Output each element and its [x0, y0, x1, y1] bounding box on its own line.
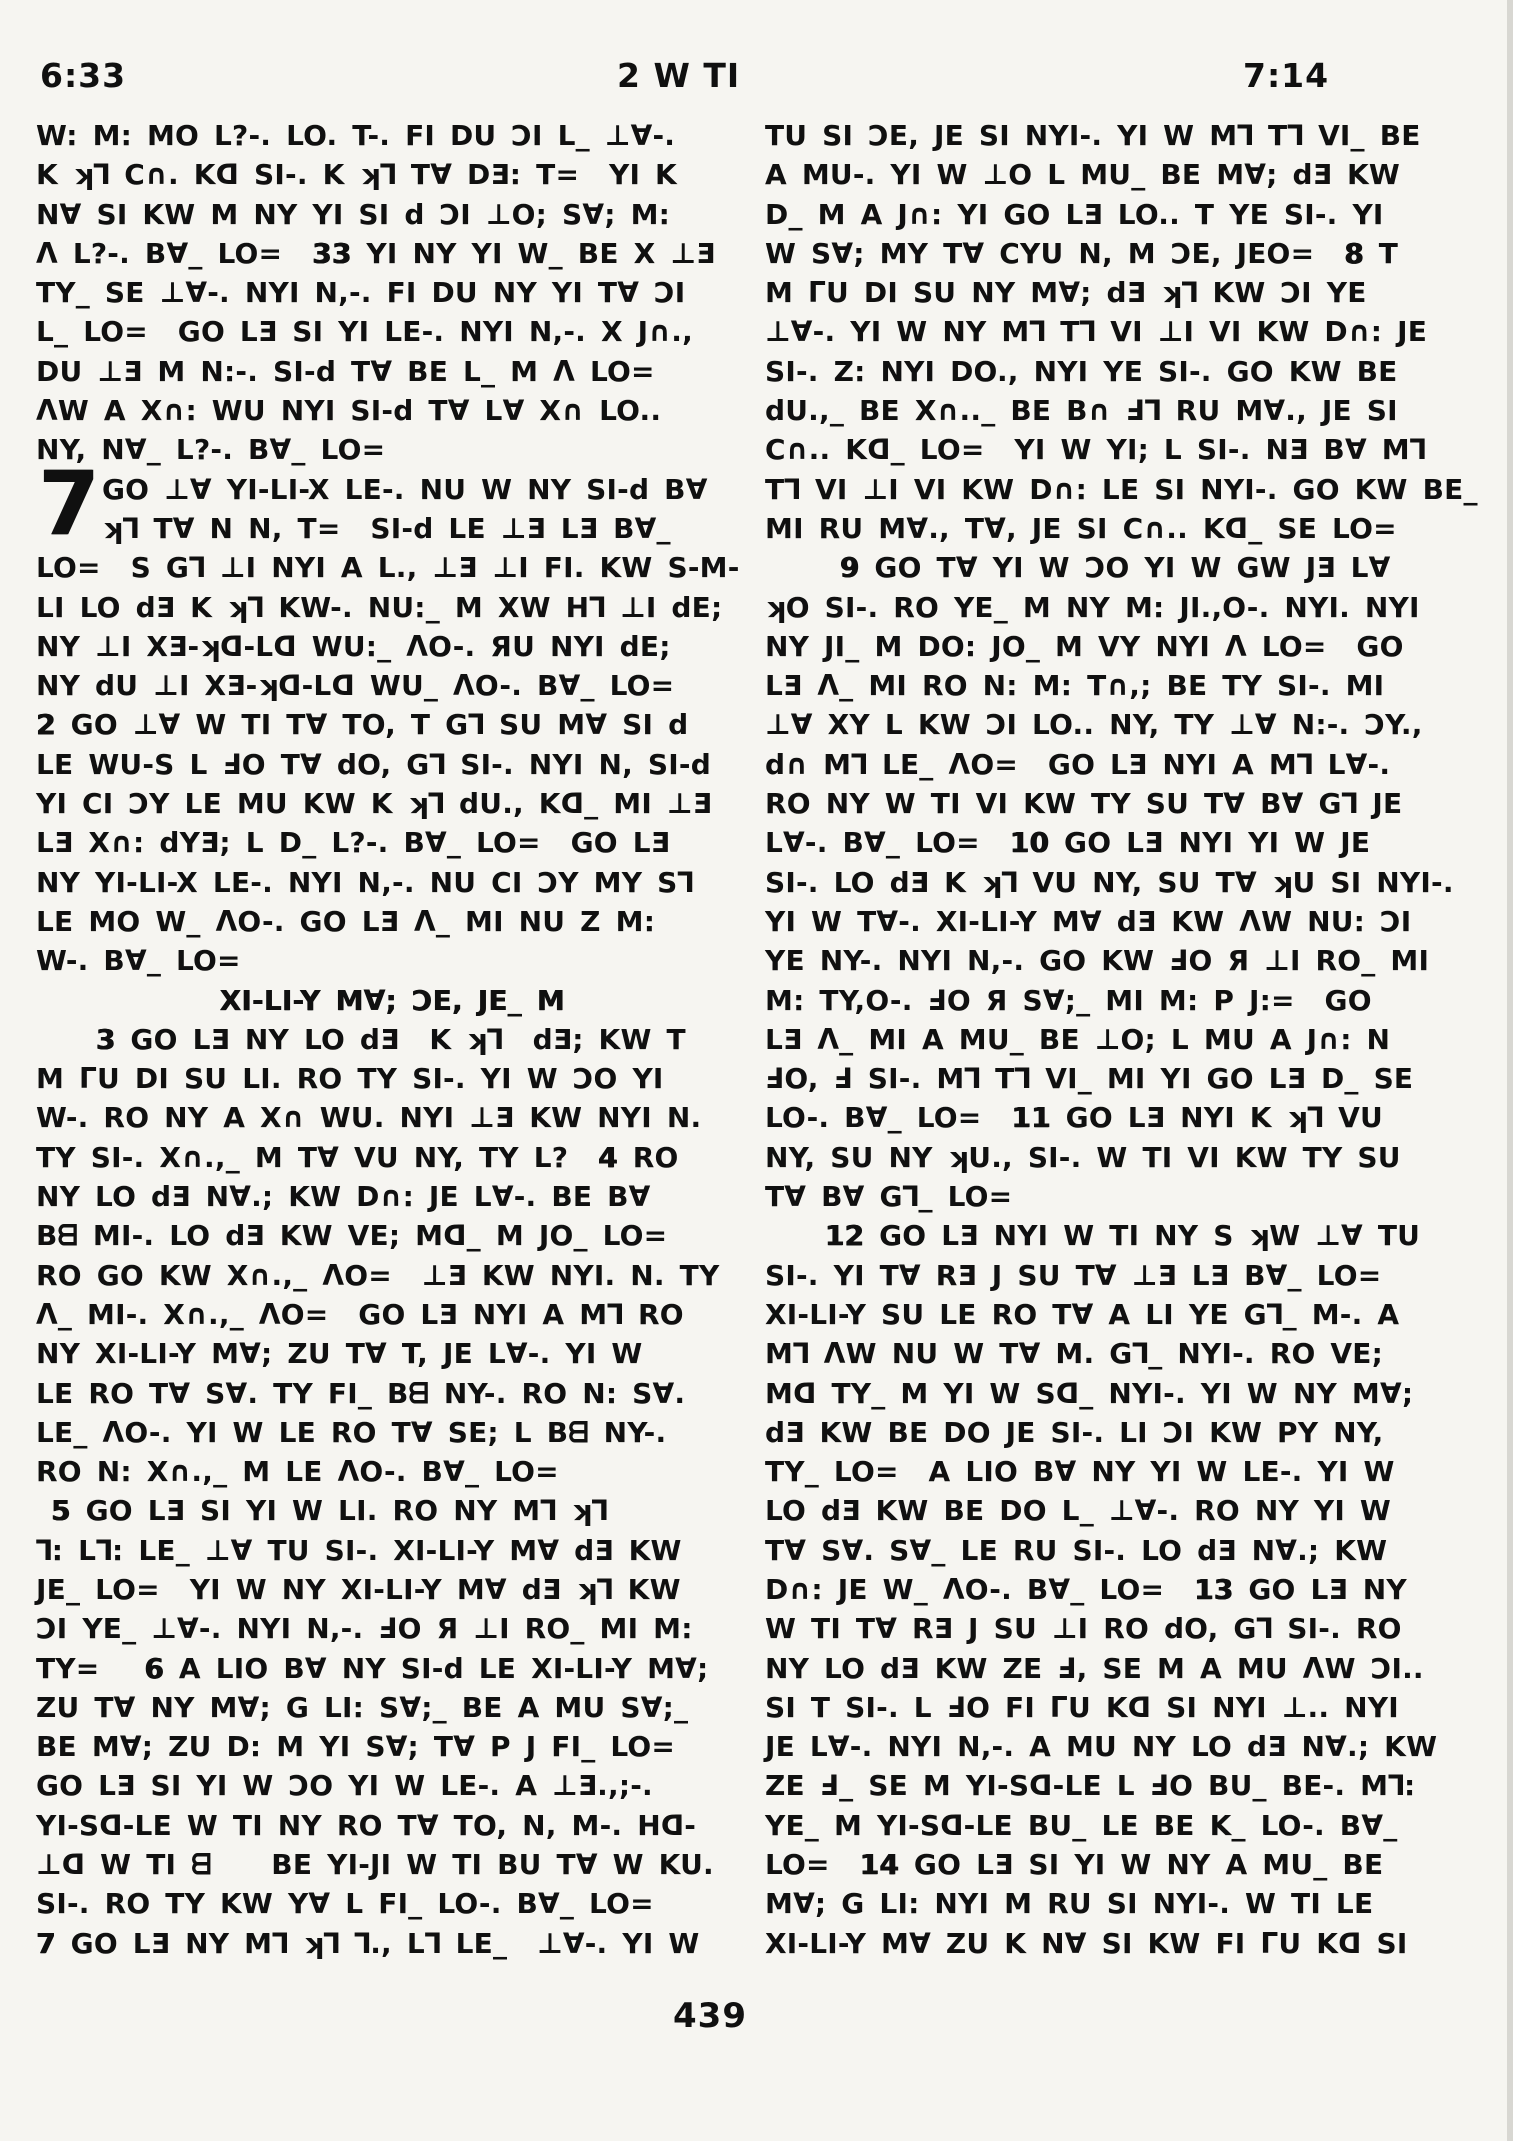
text-line: LO= 14 GO LƎ SI YI W NY A MU_ BE: [765, 1848, 1384, 1882]
header-right-reference: 7:14: [1243, 56, 1330, 95]
text-line: T∀ S∀. S∀_ LE RU SI-. LO dƎ N∀.; KW: [765, 1533, 1388, 1567]
text-line: RO NY W TI VI KW TY SU T∀ B∀ G⅂ JE: [765, 787, 1403, 821]
text-line: LO= S G⅂ ⊥I NYI A L., ⊥Ǝ ⊥I FI. KW S-M-: [36, 551, 740, 585]
text-line: LO-. B∀_ LO= 11 GO LƎ NYI K ʞ⅂ VU: [765, 1101, 1383, 1135]
text-line: W-. RO NY A X∩ WU. NYI ⊥Ǝ KW NYI N.: [36, 1101, 702, 1135]
text-line: 9 GO T∀ YI W ƆO YI W GW JƎ L∀: [839, 551, 1391, 585]
text-line: LO dƎ KW BE DO L_ ⊥∀-. RO NY YI W: [765, 1494, 1392, 1528]
text-line: dU.,_ BE X∩.._ BE B∩ Ⅎ⅂ RU M∀., JE SI: [765, 394, 1398, 428]
text-line: NY JI_ M DO: JO_ M VY NYI Λ LO= GO: [765, 629, 1404, 663]
text-line: M ΓU DI SU NY M∀; dƎ ʞ⅂ KW ƆI YE: [765, 276, 1367, 310]
text-line: JE L∀-. NYI N,-. A MU NY LO dƎ N∀.; KW: [765, 1730, 1438, 1764]
text-line: NY, SU NY ʞU., SI-. W TI VI KW TY SU: [765, 1140, 1401, 1174]
text-line: TY SI-. X∩.,_ M T∀ VU NY, TY L? 4 RO: [36, 1140, 679, 1174]
text-line: L_ LO= GO LƎ SI YI LE-. NYI N,-. X J∩.,: [36, 315, 693, 349]
text-line: TU SI ƆE, JE SI NYI-. YI W M⅂ T⅂ VI_ BE: [765, 119, 1421, 152]
text-line: YE_ M YI-Sᗡ-LE BU_ LE BE K_ LO-. B∀_: [765, 1808, 1398, 1842]
text-line: K ʞ⅂ C∩. Kᗡ SI-. K ʞ⅂ T∀ DƎ: T= YI K: [36, 158, 677, 192]
text-line: NY YI-LI-X LE-. NYI N,-. NU CI ƆY MY S⅂: [36, 865, 694, 899]
text-line: T⅂ VI ⊥I VI KW D∩: LE SI NYI-. GO KW BE_: [765, 472, 1478, 506]
section-heading: XI-LI-Y M∀; ƆE, JE_ M: [219, 983, 565, 1017]
left-column: [36, 116, 748, 1963]
text-line: YI W T∀-. XI-LI-Y M∀ dƎ KW ΛW NU: ƆI: [765, 904, 1412, 938]
text-line: M∀; G LI: NYI M RU SI NYI-. W TI LE: [765, 1887, 1374, 1921]
text-line: SI-. YI T∀ RƎ J SU T∀ ⊥Ǝ LƎ B∀_ LO=: [765, 1258, 1382, 1292]
text-line: SI-. Z: NYI DO., NYI YE SI-. GO KW BE: [765, 354, 1398, 388]
text-line: LE WU-S L ℲO T∀ dO, G⅂ SI-. NYI N, SI-d: [36, 747, 711, 781]
text-line: YE NY-. NYI N,-. GO KW ℲO Я ⊥I RO_ MI: [765, 944, 1430, 978]
verse-number: 3: [95, 1022, 116, 1056]
text-line: LƎ X∩: dYƎ; L D_ L?-. B∀_ LO= GO LƎ: [36, 826, 671, 860]
text-line: MI RU M∀., T∀, JE SI C∩.. Kᗡ_ SE LO=: [765, 511, 1397, 545]
text-line: NY ⊥I XƎ-ʞᗡ-Lᗡ WU:_ ΛO-. ЯU NYI dE;: [36, 629, 671, 663]
verse-number: 14: [859, 1848, 899, 1882]
text-line: ⊥∀-. YI W NY M⅂ T⅂ VI ⊥I VI KW D∩: JE: [765, 315, 1428, 349]
text-line: D∩: JE W_ ΛO-. B∀_ LO= 13 GO LƎ NY: [765, 1572, 1407, 1606]
text-line: W S∀; MY T∀ CYU N, M ƆE, JEO= 8 T: [765, 236, 1399, 270]
text-line: NY, N∀_ L?-. B∀_ LO=: [36, 433, 386, 467]
text-line: NY LO dƎ N∀.; KW D∩: JE L∀-. BE B∀: [36, 1180, 651, 1214]
text-line: XI-LI-Y M∀ ZU K N∀ SI KW FI ΓU Kᗡ SI: [765, 1926, 1408, 1960]
text-line: Bᗺ MI-. LO dƎ KW VE; Mᗡ_ M JO_ LO=: [36, 1219, 668, 1253]
verse-number: 5: [50, 1494, 71, 1528]
text-line: ʞ⅂ T∀ N N, T= SI-d LE ⊥Ǝ LƎ B∀_: [102, 511, 671, 545]
text-line: LE_ ΛO-. YI W LE RO T∀ SE; L Bᗺ NY-.: [36, 1415, 667, 1449]
text-line: Mᗡ TY_ M YI W Sᗡ_ NYI-. YI W NY M∀;: [765, 1376, 1414, 1410]
chapter-number-dropcap: 7: [38, 451, 100, 555]
text-line: L∀-. B∀_ LO= 10 GO LƎ NYI YI W JE: [765, 826, 1371, 860]
text-line: GO LƎ SI YI W ƆO YI W LE-. A ⊥Ǝ.,;-.: [36, 1769, 653, 1803]
text-line: ⅂: L⅂: LE_ ⊥∀ TU SI-. XI-LI-Y M∀ dƎ KW: [36, 1533, 682, 1567]
text-line: TY= 6 A LIO B∀ NY SI-d LE XI-LI-Y M∀;: [36, 1651, 709, 1685]
text-line: YI-Sᗡ-LE W TI NY RO T∀ TO, N, M-. Hᗡ-: [36, 1808, 697, 1842]
verse-number: 10: [1009, 826, 1050, 860]
text-line: JE_ LO= YI W NY XI-LI-Y M∀ dƎ ʞ⅂ KW: [36, 1572, 681, 1606]
text-line: M ΓU DI SU LI. RO TY SI-. YI W ƆO YI: [36, 1062, 664, 1096]
text-line: 7 GO LƎ NY M⅂ ʞ⅂ ⅂., L⅂ LE_ ⊥∀-. YI W: [36, 1926, 700, 1960]
text-line: 2 GO ⊥∀ W TI T∀ TO, T G⅂ SU M∀ SI d: [36, 708, 689, 742]
verse-number: 4: [598, 1140, 618, 1174]
text-line: ⊥∀ XY L KW ƆI LO.. NY, TY ⊥∀ N:-. ƆY.,: [765, 708, 1423, 742]
two-column-text-body: [36, 116, 1484, 1963]
verse-number: 6: [144, 1651, 164, 1685]
verse-number: 9: [839, 551, 860, 585]
text-line: SI T SI-. L ℲO FI ΓU Kᗡ SI NYI ⊥.. NYI: [765, 1690, 1399, 1724]
text-line: ℲO, Ⅎ SI-. M⅂ T⅂ VI_ MI YI GO LƎ D_ SE: [765, 1062, 1414, 1096]
verse-number: 2: [36, 708, 56, 742]
text-line: d∩ M⅂ LE_ ΛO= GO LƎ NYI A M⅂ L∀-.: [765, 747, 1391, 781]
text-line: C∩.. Kᗡ_ LO= YI W YI; L SI-. NƎ B∀ M⅂: [765, 433, 1426, 467]
text-line: W TI T∀ RƎ J SU ⊥I RO dO, G⅂ SI-. RO: [765, 1612, 1402, 1646]
text-line: XI-LI-Y SU LE RO T∀ A LI YE G⅂_ M-. A: [765, 1297, 1400, 1331]
text-line: M⅂ ΛW NU W T∀ M. G⅂_ NYI-. RO VE;: [765, 1337, 1383, 1371]
scan-edge-shadow: [1507, 0, 1513, 2141]
text-line: LE MO W_ ΛO-. GO LƎ Λ_ MI NU Z M:: [36, 904, 656, 938]
text-line: LE RO T∀ S∀. TY FI_ Bᗺ NY-. RO N: S∀.: [36, 1376, 686, 1410]
text-line: NY LO dƎ KW ZE Ⅎ, SE M A MU ΛW ƆI..: [765, 1651, 1424, 1685]
verse-number: 12: [824, 1219, 865, 1253]
text-line: ZE Ⅎ_ SE M YI-Sᗡ-LE L ℲO BU_ BE-. M⅂:: [765, 1769, 1416, 1803]
text-line: 3 GO LƎ NY LO dƎ K ʞ⅂ dƎ; KW T: [95, 1022, 686, 1056]
text-line: A MU-. YI W ⊥O L MU_ BE M∀; dƎ KW: [765, 158, 1400, 192]
text-line: W: M: MO L?-. LO. T-. FI DU ƆI L_ ⊥∀-.: [36, 119, 676, 152]
text-line: Λ L?-. B∀_ LO= 33 YI NY YI W_ BE X ⊥Ǝ: [36, 236, 716, 270]
right-column: [765, 116, 1484, 1963]
text-line: D_ M A J∩: YI GO LƎ LO.. T YE SI-. YI: [765, 197, 1384, 231]
text-line: ƆI YE_ ⊥∀-. NYI N,-. ℲO Я ⊥I RO_ MI M:: [36, 1612, 693, 1646]
text-line: LƎ Λ_ MI A MU_ BE ⊥O; L MU A J∩: N: [765, 1022, 1391, 1056]
text-line: dƎ KW BE DO JE SI-. LI ƆI KW PY NY,: [765, 1415, 1384, 1449]
text-line: NY XI-LI-Y M∀; ZU T∀ T, JE L∀-. YI W: [36, 1337, 643, 1371]
verse-number: 13: [1194, 1572, 1234, 1606]
text-line: SI-. RO TY KW Y∀ L FI_ LO-. B∀_ LO=: [36, 1887, 654, 1921]
text-line: TY_ LO= A LIO B∀ NY YI W LE-. YI W: [765, 1455, 1395, 1489]
text-line: ZU T∀ NY M∀; G LI: S∀;_ BE A MU S∀;_: [36, 1690, 689, 1724]
text-line: RO GO KW X∩.,_ ΛO= ⊥Ǝ KW NYI. N. TY: [36, 1258, 720, 1292]
verse-number: 7: [36, 1926, 56, 1960]
text-line: W-. B∀_ LO=: [36, 944, 241, 978]
text-line: N∀ SI KW M NY YI SI d ƆI ⊥O; S∀; M:: [36, 197, 671, 231]
text-line: GO ⊥∀ YI-LI-X LE-. NU W NY SI-d B∀: [102, 472, 708, 506]
text-line: 12 GO LƎ NYI W TI NY S ʞW ⊥∀ TU: [824, 1219, 1421, 1253]
verse-number: 33: [312, 236, 352, 270]
text-line: RO N: X∩.,_ M LE ΛO-. B∀_ LO=: [36, 1455, 559, 1489]
text-line: BE M∀; ZU D: M YI S∀; T∀ P J FI_ LO=: [36, 1730, 676, 1764]
text-line: LƎ Λ_ MI RO N: M: T∩,; BE TY SI-. MI: [765, 669, 1385, 703]
text-line: ⊥ᗡ W TI ᗺ BE YI-JI W TI BU T∀ W KU.: [36, 1848, 714, 1882]
text-line: 5 GO LƎ SI YI W LI. RO NY M⅂ ʞ⅂: [50, 1494, 608, 1528]
text-line: LI LO dƎ K ʞ⅂ KW-. NU:_ M XW H⅂ ⊥I dE;: [36, 590, 723, 624]
text-line: ΛW A X∩: WU NYI SI-d T∀ L∀ X∩ LO..: [36, 394, 662, 428]
text-line: M: TY,O-. ℲO Я S∀;_ MI M: P J:= GO: [765, 983, 1372, 1017]
text-line: SI-. LO dƎ K ʞ⅂ VU NY, SU T∀ ʞU SI NYI-.: [765, 865, 1454, 899]
text-line: Λ_ MI-. X∩.,_ ΛO= GO LƎ NYI A M⅂ RO: [36, 1297, 684, 1331]
page-number: 439: [673, 1996, 747, 2036]
text-line: T∀ B∀ G⅂_ LO=: [765, 1180, 1013, 1214]
text-line: DU ⊥Ǝ M N:-. SI-d T∀ BE L_ M Λ LO=: [36, 354, 655, 388]
text-line: TY_ SE ⊥∀-. NYI N,-. FI DU NY YI T∀ ƆI: [36, 276, 686, 310]
text-line: YI CI ƆY LE MU KW K ʞ⅂ dU., Kᗡ_ MI ⊥Ǝ: [36, 787, 713, 821]
text-line: NY dU ⊥I XƎ-ʞᗡ-Lᗡ WU_ ΛO-. B∀_ LO=: [36, 669, 675, 703]
header-book-title: 2 W TI: [617, 56, 741, 95]
verse-number: 11: [1011, 1101, 1051, 1135]
verse-number: 8: [1344, 236, 1364, 270]
text-line: ʞO SI-. RO YE_ M NY M: JI.,O-. NYI. NYI: [765, 590, 1420, 624]
header-left-reference: 6:33: [40, 56, 127, 95]
